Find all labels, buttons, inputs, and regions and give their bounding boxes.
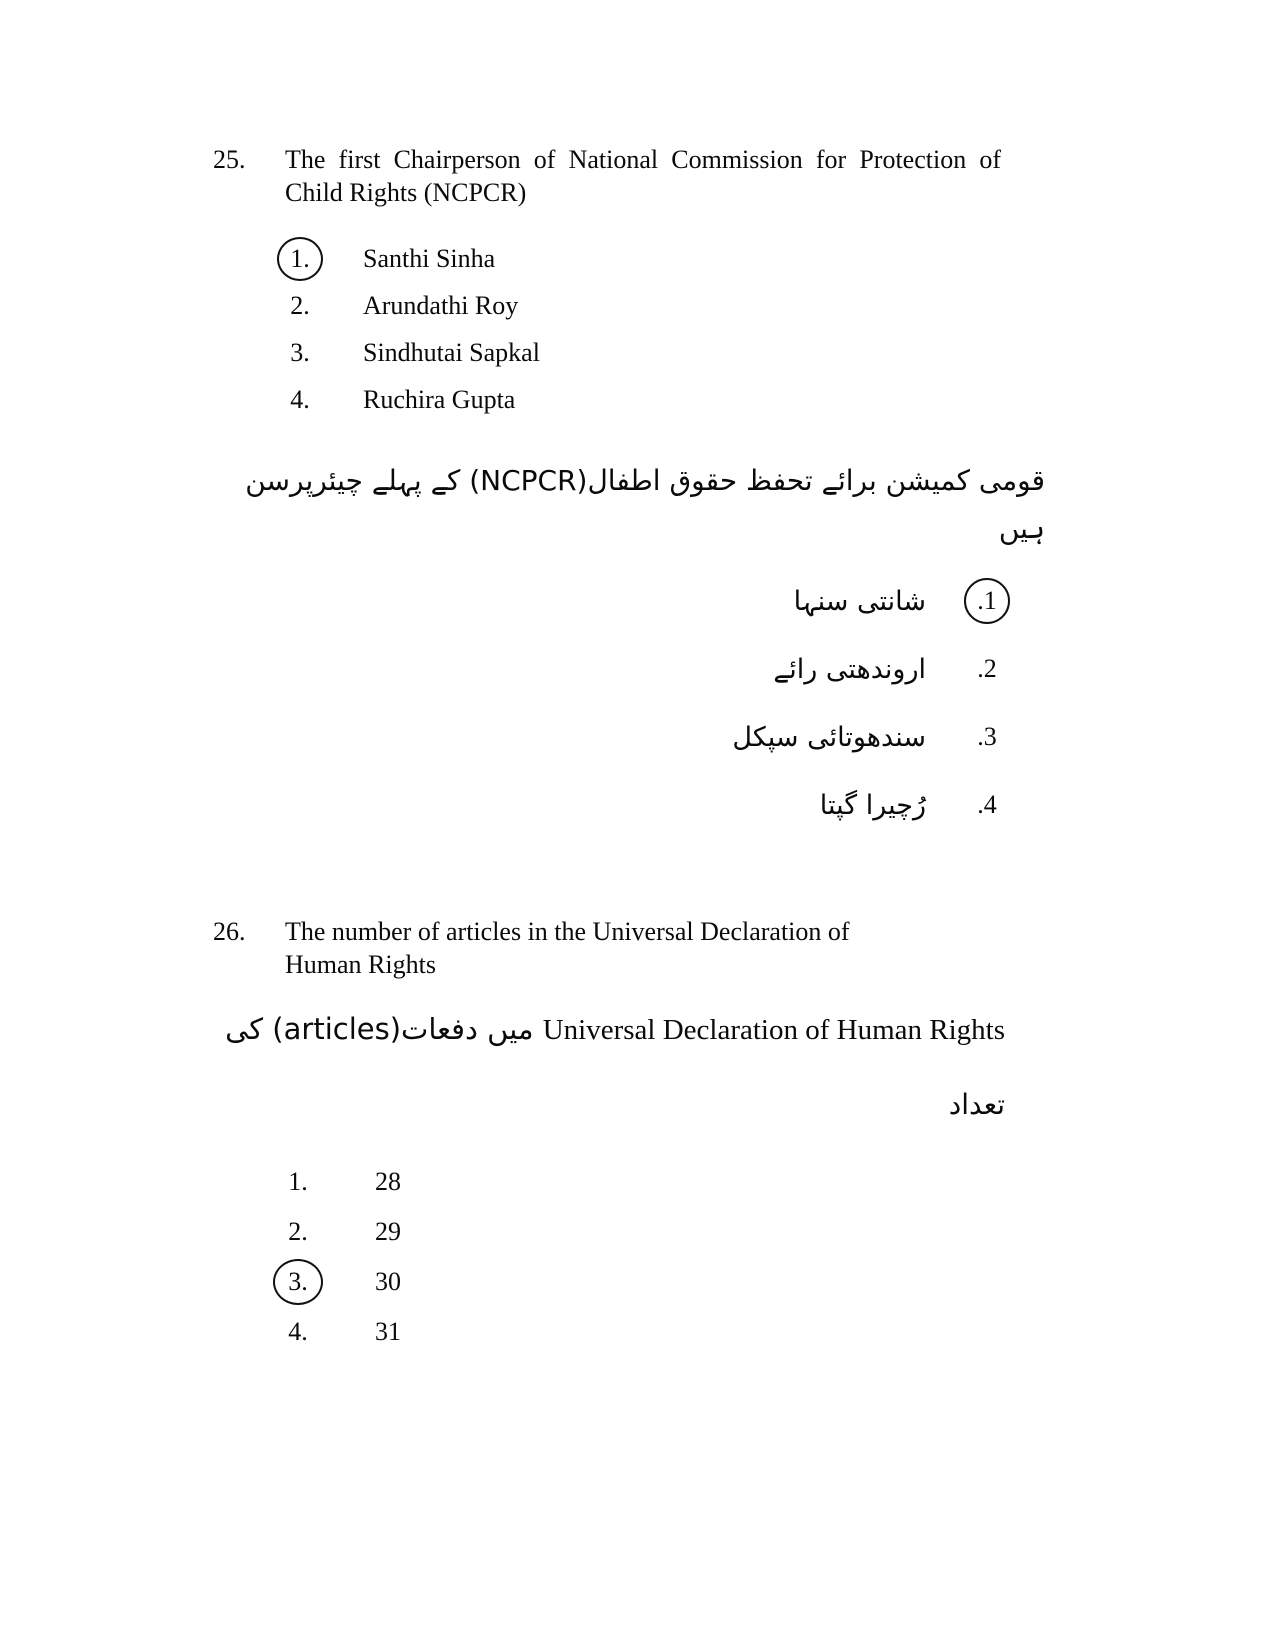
- option-2-text: Arundathi Roy: [363, 290, 519, 320]
- question-25-line1: The first Chairperson of National Commission for Protection of: [285, 145, 1001, 174]
- option-row: [273, 1207, 1275, 1257]
- question-25-options-urdu: [213, 567, 1045, 839]
- option-row: [273, 1157, 1275, 1207]
- option-row: [285, 329, 1275, 376]
- q26-option-2-label: 2.: [288, 1217, 308, 1246]
- urdu-option-4-label: 4.: [977, 790, 997, 819]
- option-row: [213, 567, 1045, 635]
- question-26-line2: Human Rights: [285, 950, 436, 979]
- urdu-option-1-text: شانتی سنہا: [793, 585, 926, 617]
- urdu-option-3-label: 3.: [977, 722, 997, 751]
- question-26: [213, 915, 1275, 1357]
- question-26-urdu-line2: تعداد: [948, 1088, 1005, 1121]
- question-25-urdu-text: قومی کمیشن برائے تحفظ حقوق اطفال(NCPCR) کے پہلے چیئرپرسن ہیں: [245, 464, 1045, 545]
- question-25-line2: Child Rights (NCPCR): [285, 178, 527, 207]
- q26-option-1-value: 28: [375, 1167, 401, 1196]
- option-3-text: Sindhutai Sapkal: [363, 337, 540, 367]
- q26-option-1-label: 1.: [288, 1167, 308, 1196]
- q26-option-2-value: 29: [375, 1217, 401, 1246]
- q26-option-4-label: 4.: [288, 1317, 308, 1346]
- option-1-label-circle: 1.: [277, 237, 323, 281]
- option-row: [213, 771, 1045, 839]
- option-2-label: 2.: [290, 290, 310, 320]
- question-26-text: [285, 915, 1001, 981]
- option-row: [273, 1257, 1275, 1307]
- question-26-urdu-mixed-line: [213, 1007, 1045, 1052]
- option-4-text: Ruchira Gupta: [363, 384, 516, 414]
- question-25-options-english: [213, 235, 1275, 423]
- question-26-number: 26.: [213, 917, 246, 946]
- q26-option-3-value: 30: [375, 1267, 401, 1296]
- option-row: [213, 635, 1045, 703]
- q26-option-3-label-circle: 3.: [273, 1259, 323, 1305]
- question-26-options: [213, 1157, 1275, 1357]
- q26-option-4-value: 31: [375, 1317, 401, 1346]
- question-25-text: [285, 143, 1001, 209]
- question-26-line1: The number of articles in the Universal Declaration of: [285, 917, 850, 946]
- option-row: [285, 376, 1275, 423]
- urdu-line-urdu-segment: میں دفعات(articles) کی: [225, 1012, 543, 1046]
- urdu-option-4-text: رُچیرا گپتا: [819, 789, 926, 821]
- option-row: [285, 282, 1275, 329]
- urdu-option-2-label: 2.: [977, 654, 997, 683]
- option-row: [273, 1307, 1275, 1357]
- option-4-label: 4.: [290, 384, 310, 414]
- question-25-number: 25.: [213, 145, 246, 174]
- option-1-text: Santhi Sinha: [363, 243, 496, 273]
- option-3-label: 3.: [290, 337, 310, 367]
- urdu-option-2-text: اروندھتی رائے: [773, 653, 926, 685]
- option-row: [213, 703, 1045, 771]
- option-row: [285, 235, 1275, 282]
- question-25: [213, 143, 1275, 839]
- urdu-line-latin-segment: Universal Declaration of Human Rights: [542, 1014, 1005, 1046]
- urdu-option-1-label-circle: 1.: [964, 578, 1010, 624]
- urdu-option-3-text: سندھوتائی سپکل: [732, 721, 926, 753]
